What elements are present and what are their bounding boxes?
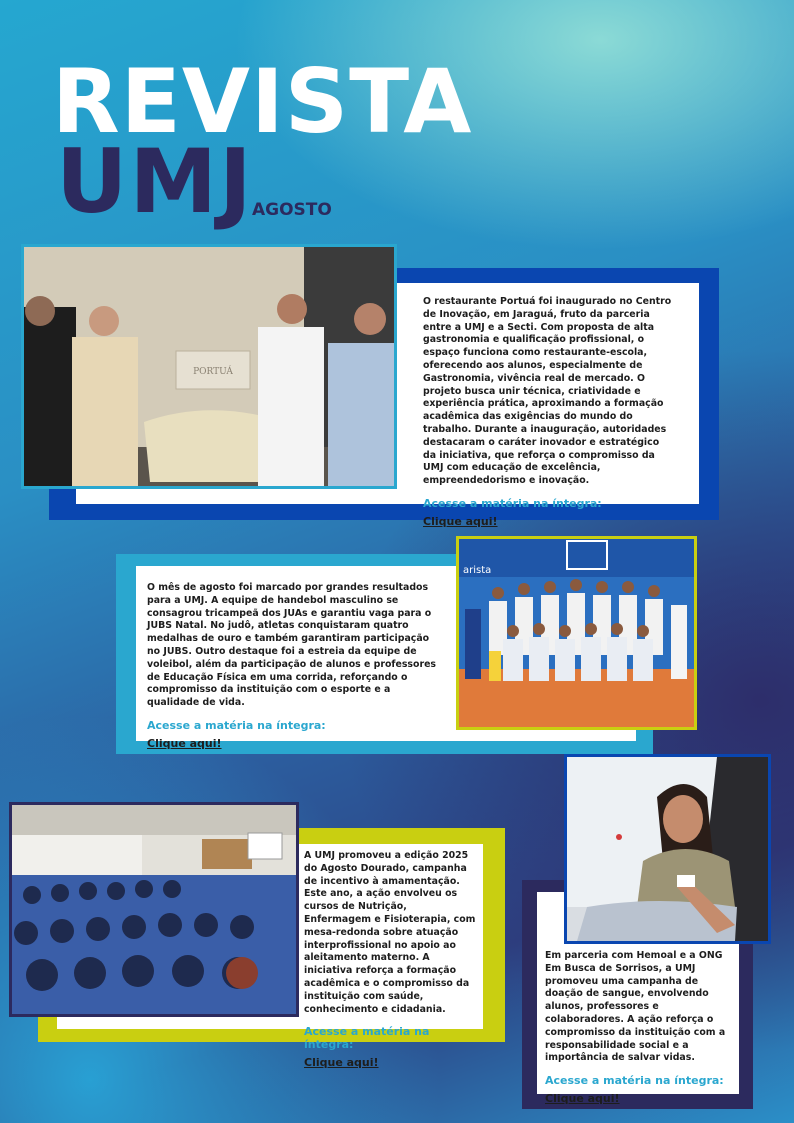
article-4-cta-label: Acesse a matéria na íntegra: xyxy=(545,1074,724,1088)
edition-month: AGOSTO xyxy=(252,200,332,220)
article-1-link[interactable]: Clique aqui! xyxy=(423,514,498,528)
article-2-cta-label: Acesse a matéria na íntegra: xyxy=(147,718,326,732)
article-2-photo xyxy=(456,536,697,730)
magazine-title: REVISTA xyxy=(52,50,473,153)
blood-donation-image xyxy=(567,757,768,941)
article-2-text: O mês de agosto foi marcado por grandes resultados para a UMJ. A equipe de handebol masculino se consagrou tricampeã dos JUAs e garantiu vaga para o JUBS Natal. No judô, atletas conquistaram quatro medalhas de ouro e também garantiram participação no JUBS. Outro destaque foi a estreia da equipe de voleibol, além da participação de alunos e professores de Educação Física em uma corrida, reforçando o compromisso da instituição com o esporte e a qualidade de vida. xyxy=(147,582,437,709)
article-3-link[interactable]: Clique aqui! xyxy=(304,1056,379,1070)
sports-team-image xyxy=(459,539,694,727)
portua-sign: PORTUÁ xyxy=(193,367,233,377)
article-4-link[interactable]: Clique aqui! xyxy=(545,1092,620,1106)
article-1-text: O restaurante Portuá foi inaugurado no Centro de Inovação, em Jaraguá, fruto da parceria entre a UMJ e a Secti. Com proposta de alta gastronomia e qualificação profissional, o espaço funciona como restaurante-escola, oferecendo aos alunos, especialmente de Gastronomia, vivência real de mercado. O projeto busca unir técnica, criatividade e experiência prática, aproximando a formação acadêmica das exigências do mundo do trabalho. Durante a inauguração, autoridades destacaram o caráter inovador e estratégico da iniciativa, que reforça o compromisso da UMJ com educação de excelência, empreendedorismo e inovação. xyxy=(423,296,672,487)
article-3-photo xyxy=(9,802,299,1017)
magazine-brand: UMJ xyxy=(56,130,254,233)
article-2-link[interactable]: Clique aqui! xyxy=(147,736,222,750)
article-3-cta-label: Acesse a matéria na íntegra: xyxy=(304,1025,430,1052)
article-4-text: Em parceria com Hemoal e a ONG Em Busca de Sorrisos, a UMJ promoveu uma campanha de doação de sangue, envolvendo alunos, professores e colaboradores. A ação reforça o compromisso da instituição com a responsabilidade social e a importância de salvar vidas. xyxy=(545,950,726,1064)
article-1-photo xyxy=(21,244,397,489)
article-1-cta-label: Acesse a matéria na íntegra: xyxy=(423,496,602,510)
article-3-text: A UMJ promoveu a edição 2025 do Agosto Dourado, campanha de incentivo à amamentação. Este ano, a ação envolveu os cursos de Nutrição, Enfermagem e Fisioterapia, com mesa-redonda sobre atuação interprofissional no apoio ao aleitamento materno. A iniciativa reforça a formação acadêmica e o compromisso da instituição com saúde, conhecimento e cidadania. xyxy=(304,850,476,1015)
auditorium-event-image xyxy=(12,805,296,1014)
restaurant-inauguration-image xyxy=(24,247,394,486)
gym-banner-text: arista xyxy=(463,565,492,576)
article-4-photo xyxy=(564,754,771,944)
